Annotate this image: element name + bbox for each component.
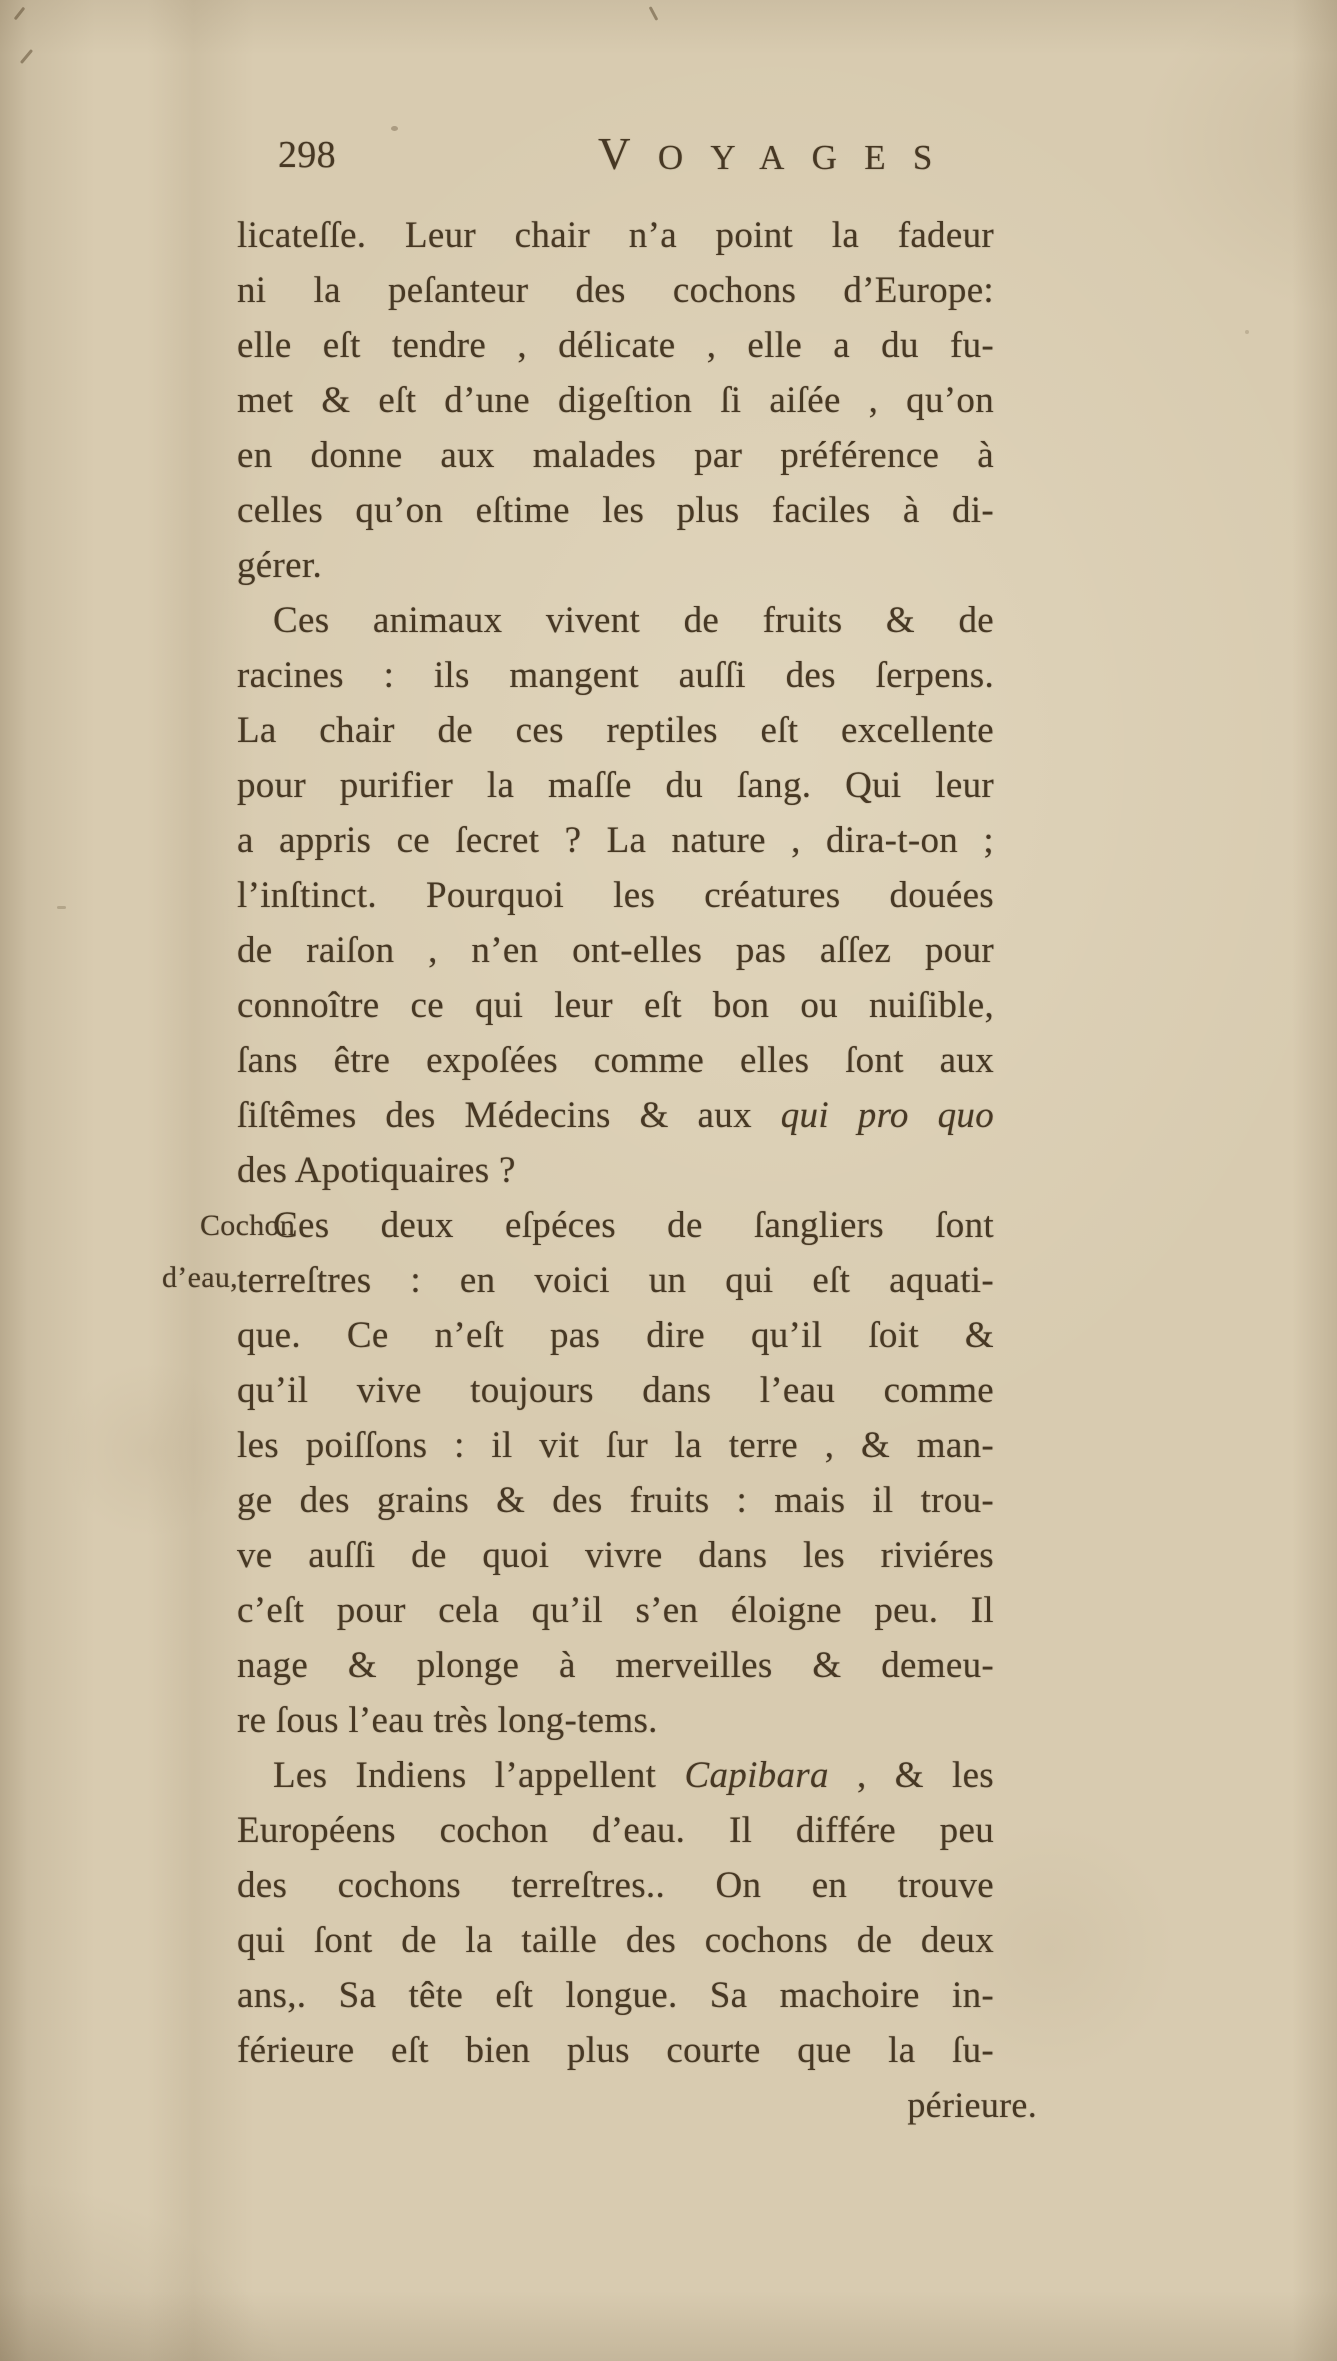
paper-speck: [391, 126, 398, 131]
text-line: ve auſſi de quoi vivre dans les riviéres: [237, 1535, 994, 1576]
text-line: de raiſon , n’en ont-elles pas aſſez pour: [237, 930, 994, 971]
text-line: elle eſt tendre , délicate , elle a du fu-: [237, 325, 994, 366]
margin-note-line: Cochon: [200, 1209, 296, 1242]
text-line: [237, 1748, 994, 1803]
text-line: Ces deux eſpéces de ſangliers ſont: [273, 1205, 994, 1246]
paper-speck: [20, 49, 33, 64]
text-line: que. Ce n’eſt pas dire qu’il ſoit &: [237, 1315, 994, 1356]
paper-speck: [649, 6, 659, 21]
margin-note-line: d’eau,: [162, 1261, 238, 1294]
text-line: connoître ce qui leur eſt bon ou nuiſible,: [237, 985, 994, 1026]
text-line: des Apotiquaires ?: [237, 1150, 516, 1191]
page-number: 298: [278, 134, 336, 176]
latin-phrase: qui pro quo: [780, 1095, 994, 1136]
text-line: pour purifier la maſſe du ſang. Qui leur: [237, 765, 994, 806]
text-line: met & eſt d’une digeſtion ſi aiſée , qu’on: [237, 380, 994, 421]
text-line: ge des grains & des fruits : mais il trou-: [237, 1480, 994, 1521]
text-line: l’inſtinct. Pourquoi les créatures douées: [237, 875, 994, 916]
catchword: périeure.: [907, 2085, 1037, 2125]
text-line: Ces animaux vivent de fruits & de: [273, 600, 994, 641]
text-line: terreſtres : en voici un qui eſt aquati-: [237, 1260, 994, 1301]
text-line: Européens cochon d’eau. Il différe peu: [237, 1810, 994, 1851]
text-line: La chair de ces reptiles eſt excellente: [237, 710, 994, 751]
paper-speck: [1245, 330, 1249, 334]
line-segment: ſiſtêmes des Médecins & aux: [237, 1095, 781, 1136]
line-segment: , & les: [828, 1755, 994, 1796]
text-line: gérer.: [237, 545, 322, 586]
running-title: VOYAGES: [598, 129, 960, 179]
text-line: re ſous l’eau très long-tems.: [237, 1700, 658, 1741]
text-line: ſans être expoſées comme elles ſont aux: [237, 1040, 994, 1081]
text-line: nage & plonge à merveilles & demeu-: [237, 1645, 994, 1686]
text-line: férieure eſt bien plus courte que la ſu-: [237, 2030, 994, 2071]
line-segment: Les Indiens l’appellent: [273, 1755, 685, 1796]
text-line: c’eſt pour cela qu’il s’en éloigne peu. Il: [237, 1590, 994, 1631]
text-line: ans,. Sa tête eſt longue. Sa machoire in-: [237, 1975, 994, 2016]
text-line: des cochons terreſtres.. On en trouve: [237, 1865, 994, 1906]
text-line: [237, 1088, 994, 1143]
text-line: racines : ils mangent auſſi des ſerpens.: [237, 655, 994, 696]
text-line: les poiſſons : il vit ſur la terre , & man-: [237, 1425, 994, 1466]
text-line: ni la peſanteur des cochons d’Europe:: [237, 270, 994, 311]
text-line: celles qu’on eſtime les plus faciles à di-: [237, 490, 994, 531]
page-text: [237, 208, 994, 2078]
native-name: Capibara: [684, 1755, 829, 1796]
text-line: qu’il vive toujours dans l’eau comme: [237, 1370, 994, 1411]
paper-speck: [14, 7, 26, 21]
text-line: en donne aux malades par préférence à: [237, 435, 994, 476]
text-line: licateſſe. Leur chair n’a point la fadeur: [237, 215, 994, 256]
text-line: a appris ce ſecret ? La nature , dira-t-on ;: [237, 820, 994, 861]
text-line: qui ſont de la taille des cochons de deux: [237, 1920, 994, 1961]
paper-speck: [57, 906, 66, 909]
